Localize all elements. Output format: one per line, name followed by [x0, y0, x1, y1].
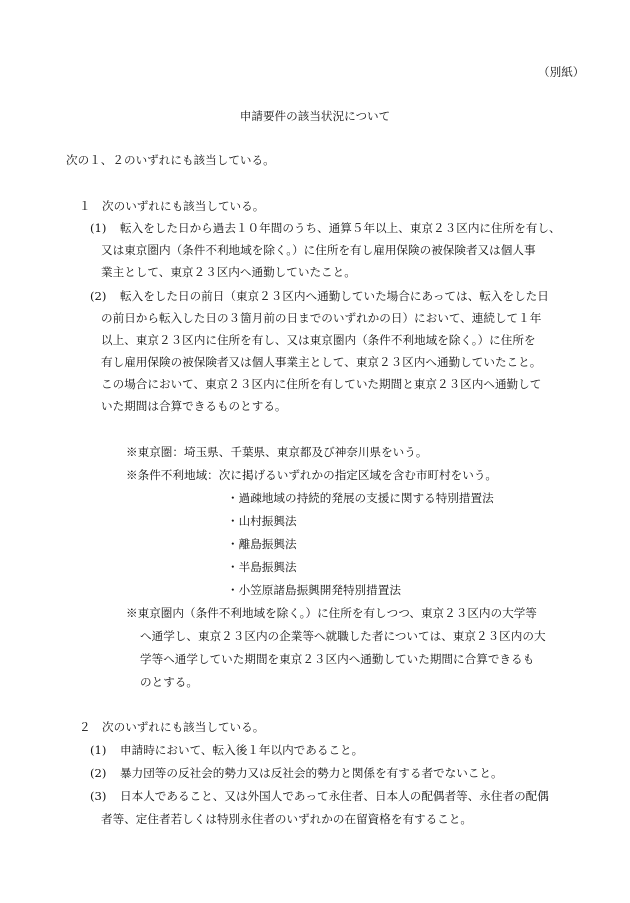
- section1-item2-line: の前日から転入した日の３箇月前の日までのいずれかの日）において、連続して１年: [101, 311, 542, 325]
- law-list-item: ・小笠原諸島振興開発特別措置法: [227, 583, 401, 597]
- section2-item3-line: 日本人であること、又は外国人であって永住者、日本人の配偶者等、永住者の配偶: [120, 789, 549, 803]
- note-disadvantaged-area: ※条件不利地域：次に掲げるいずれかの指定区域を含む市町村をいう。: [126, 468, 498, 482]
- section2-item2-number: (2): [90, 766, 107, 780]
- section1-item2-line: 有し雇用保険の被保険者又は個人事業主として、東京２３区内へ通勤していたこと。: [101, 355, 542, 369]
- section1-item2-line: この場合において、東京２３区内に住所を有していた期間と東京２３区内へ通勤して: [101, 377, 542, 391]
- section1-item1-line: 業主として、東京２３区内へ通勤していたこと。: [101, 265, 356, 279]
- intro-text: 次の１、２のいずれにも該当している。: [66, 153, 275, 167]
- section2-heading: 次のいずれにも該当している。: [102, 720, 265, 734]
- law-list-item: ・半島振興法: [227, 560, 297, 574]
- law-list-item: ・離島振興法: [227, 537, 297, 551]
- note-commuter-line: のとする。: [140, 675, 198, 689]
- section2-item3-line: 者等、定住者若しくは特別永住者のいずれかの在留資格を有すること。: [101, 812, 473, 826]
- section1-heading: 次のいずれにも該当している。: [102, 199, 265, 213]
- section1-item2-line: 転入をした日の前日（東京２３区内へ通勤していた場合にあっては、転入をした日: [120, 289, 549, 303]
- section2-item3-number: (3): [90, 789, 107, 803]
- section1-item1-line: 又は東京圏内（条件不利地域を除く。）に住所を有し雇用保険の被保険者又は個人事: [101, 243, 536, 257]
- section2-item1-number: (1): [90, 743, 107, 757]
- section2-number: ２: [79, 720, 91, 734]
- section1-item2-number: (2): [90, 289, 107, 303]
- annex-label: （別紙）: [538, 65, 585, 79]
- law-list-item: ・山村振興法: [227, 514, 297, 528]
- note-commuter-line: へ通学し、東京２３区内の企業等へ就職した者については、東京２３区内の大: [140, 629, 546, 643]
- section1-item2-line: 以上、東京２３区内に住所を有し、又は東京圏内（条件不利地域を除く。）に住所を: [101, 333, 536, 347]
- section1-number: １: [79, 199, 91, 213]
- section1-item1-number: (1): [90, 221, 107, 235]
- section2-item2-text: 暴力団等の反社会的勢力又は反社会的勢力と関係を有する者でないこと。: [120, 766, 503, 780]
- note-commuter-line: ※東京圏内（条件不利地域を除く。）に住所を有しつつ、東京２３区内の大学等: [126, 606, 537, 620]
- page-title: 申請要件の該当状況について: [239, 109, 391, 123]
- law-list-item: ・過疎地域の持続的発展の支援に関する特別措置法: [227, 491, 494, 505]
- section1-item1-line: 転入をした日から過去１０年間のうち、通算５年以上、東京２３区内に住所を有し、: [120, 221, 561, 235]
- note-commuter-line: 学等へ通学していた期間を東京２３区内へ通勤していた期間に合算できるも: [140, 652, 535, 666]
- note-tokyo-area: ※東京圏：埼玉県、千葉県、東京都及び神奈川県をいう。: [126, 445, 428, 459]
- section2-item1-text: 申請時において、転入後１年以内であること。: [120, 743, 364, 757]
- section1-item2-line: いた期間は合算できるものとする。: [101, 399, 287, 413]
